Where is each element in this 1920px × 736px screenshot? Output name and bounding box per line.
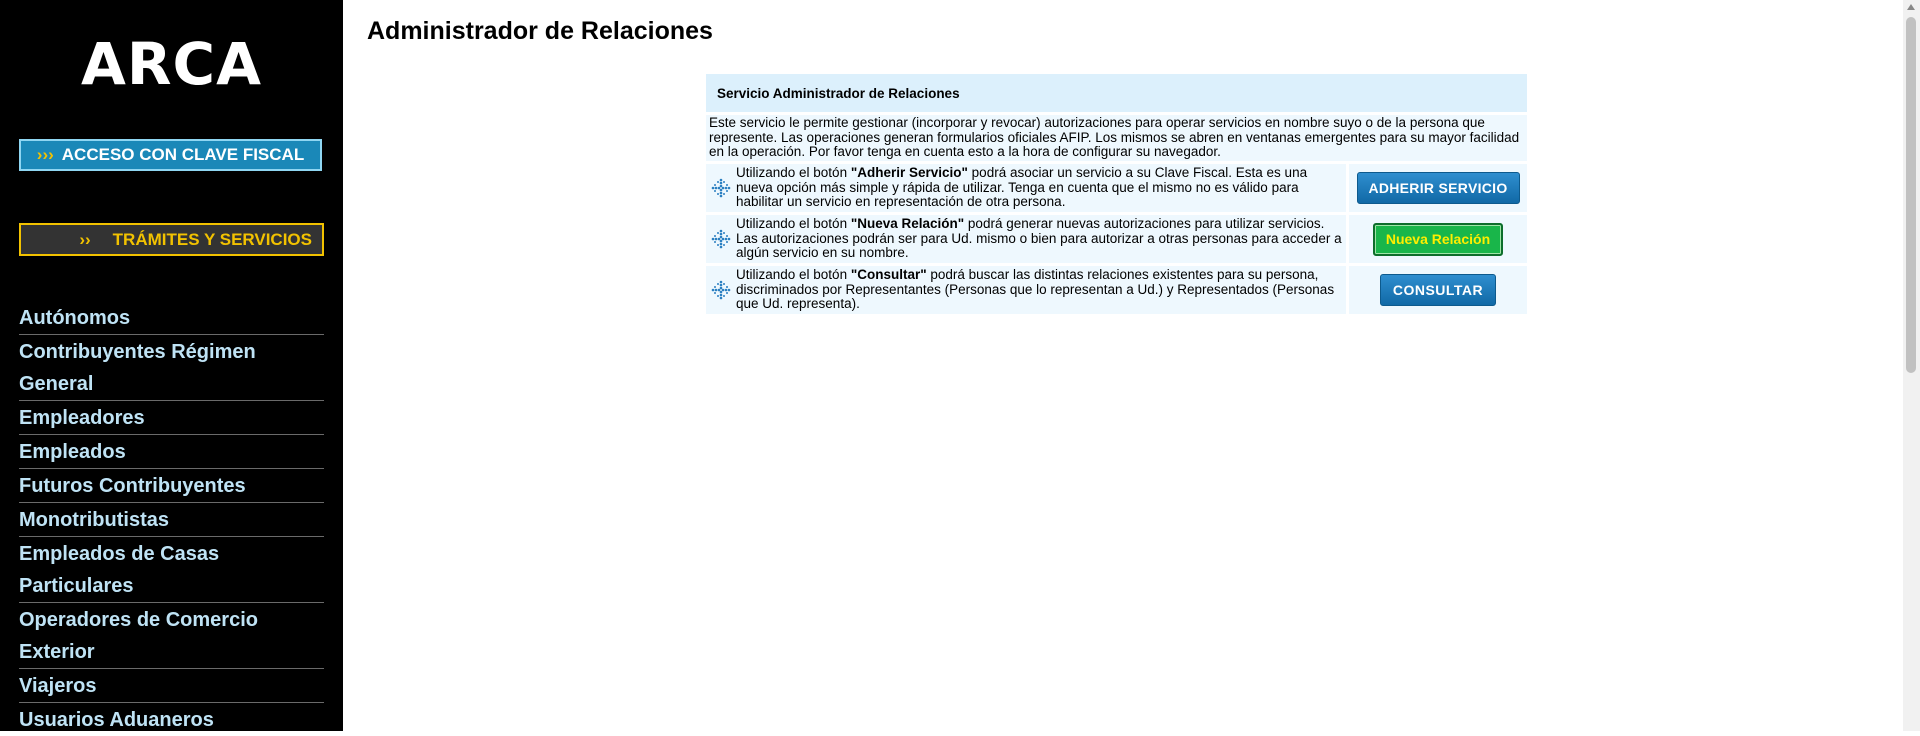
- sidebar-item-operadores-comercio-exterior[interactable]: Operadores de Comercio Exterior: [19, 603, 324, 669]
- scrollbar-thumb[interactable]: [1906, 17, 1916, 373]
- row-description: Utilizando el botón "Consultar" podrá buscar las distintas relaciones existentes para su persona, discriminados por Representantes (Personas que lo representan a Ud.) y Representados (Personas que Ud. representa).: [736, 267, 1335, 312]
- triple-chevron-icon: ›››: [36, 145, 54, 164]
- servicio-panel: [706, 74, 1527, 314]
- row-adherir-servicio: [706, 164, 1527, 212]
- panel-header: Servicio Administrador de Relaciones: [706, 74, 1527, 112]
- four-way-arrows-icon: [706, 178, 736, 198]
- acceso-clave-fiscal-label: ACCESO CON CLAVE FISCAL: [61, 145, 305, 164]
- four-way-arrows-icon: [706, 229, 736, 249]
- sidebar-item-empleados[interactable]: Empleados: [19, 435, 324, 469]
- row-nueva-relacion: [706, 215, 1527, 263]
- sidebar-item-viajeros[interactable]: Viajeros: [19, 669, 324, 703]
- four-way-arrows-icon: [706, 280, 736, 300]
- arca-logo[interactable]: ARCA: [80, 30, 262, 98]
- sidebar-item-usuarios-aduaneros[interactable]: Usuarios Aduaneros: [19, 709, 214, 731]
- nueva-relacion-button[interactable]: Nueva Relación: [1373, 223, 1503, 256]
- row-description: Utilizando el botón "Adherir Servicio" podrá asociar un servicio a su Clave Fiscal. Esta es una nueva opción más simple y rápida de utilizar. Tenga en cuenta que el mismo no es válido para habilitar un servicio en representación de otra persona.: [736, 165, 1308, 210]
- double-chevron-icon: ››: [79, 229, 91, 249]
- adherir-servicio-button[interactable]: ADHERIR SERVICIO: [1357, 172, 1520, 204]
- acceso-clave-fiscal-button[interactable]: [19, 139, 322, 171]
- sidebar-item-futuros-contribuyentes[interactable]: Futuros Contribuyentes: [19, 469, 324, 503]
- scroll-up-arrow-icon[interactable]: [1907, 4, 1915, 10]
- row-description: Utilizando el botón "Nueva Relación" podrá generar nuevas autorizaciones para utilizar servicios. Las autorizaciones podrán ser para Ud. mismo o bien para autorizar a otras personas para acceder a algún servicio en su nombre.: [736, 216, 1342, 261]
- sidebar-item-empleados-casas-particulares[interactable]: Empleados de Casas Particulares: [19, 537, 324, 603]
- sidebar-item-contribuyentes-regimen-general[interactable]: Contribuyentes Régimen General: [19, 335, 324, 401]
- sidebar: [0, 0, 343, 731]
- sidebar-item-empleadores[interactable]: Empleadores: [19, 401, 324, 435]
- panel-description: Este servicio le permite gestionar (incorporar y revocar) autorizaciones para operar servicios en nombre suyo o de la persona que represente. Las operaciones generan formularios oficiales AFIP. Los mismos se abren en ventanas emergentes para su mayor facilidad en la operación. Por favor tenga en cuenta esto a la hora de configurar su navegador.: [706, 115, 1527, 161]
- sidebar-nav: [19, 301, 324, 736]
- tramites-servicios-button[interactable]: [19, 223, 324, 256]
- row-consultar: [706, 266, 1527, 314]
- vertical-scrollbar[interactable]: [1903, 0, 1920, 731]
- sidebar-item-autonomos[interactable]: Autónomos: [19, 301, 324, 335]
- page-title: Administrador de Relaciones: [367, 17, 713, 45]
- sidebar-item-monotributistas[interactable]: Monotributistas: [19, 503, 324, 537]
- tramites-servicios-label: TRÁMITES Y SERVICIOS: [112, 229, 312, 249]
- consultar-button[interactable]: CONSULTAR: [1380, 274, 1496, 306]
